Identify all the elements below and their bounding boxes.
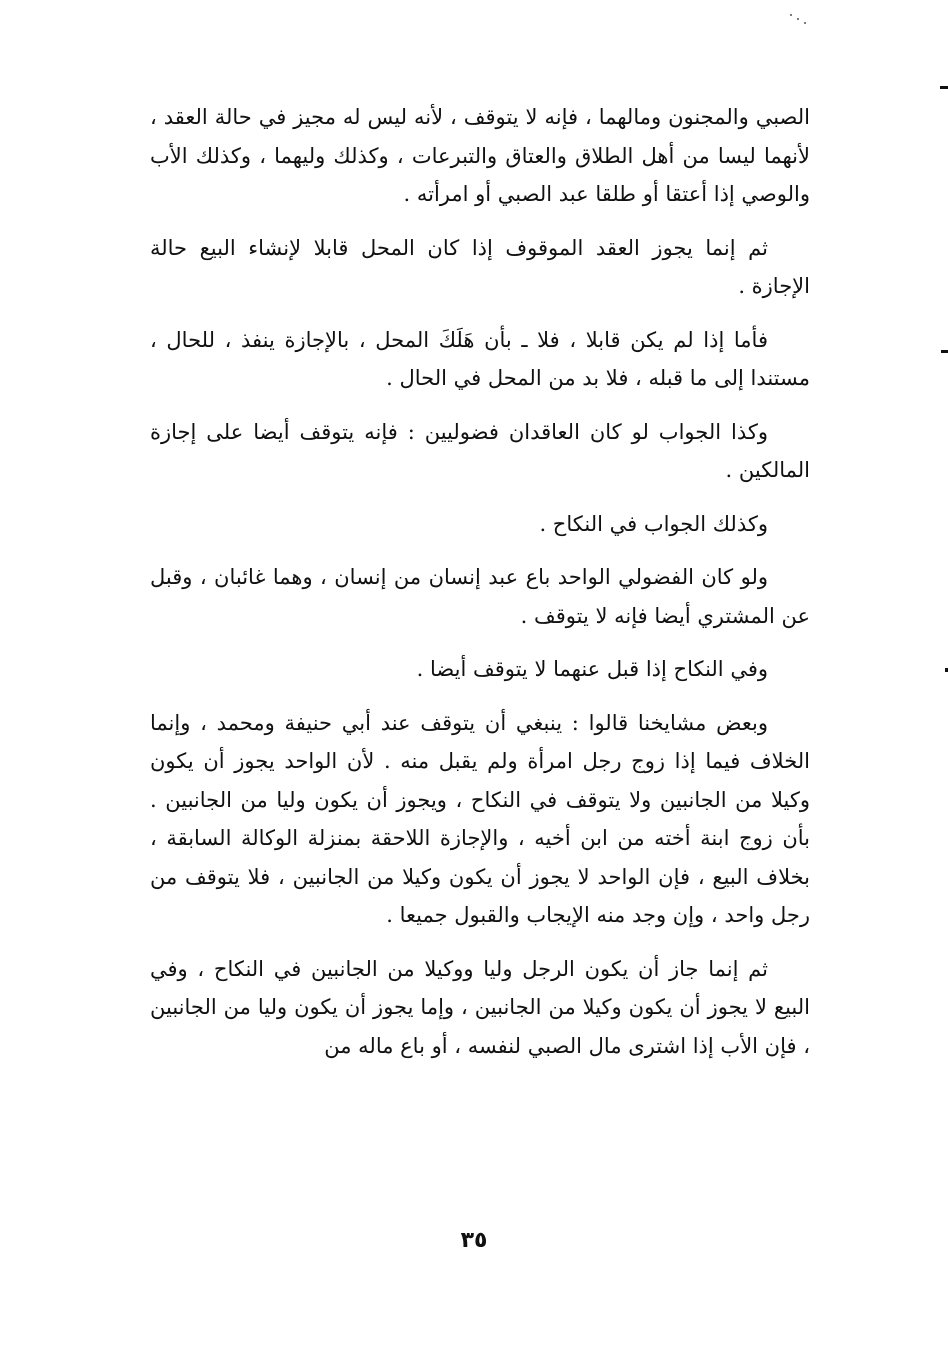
paragraph-3: فأما إذا لم يكن قابلا ، فلا ـ بأن هَلَكَ المحل ، بالإجازة ينفذ ، للحال ، مستندا إلى ما قبله ، فلا بد من المحل في الحال . [150, 327, 810, 390]
main-text [150, 98, 810, 1080]
page-number: ٣٥ [460, 1228, 488, 1253]
paragraph-8: وبعض مشايخنا قالوا : ينبغي أن يتوقف عند أبي حنيفة ومحمد ، وإنما الخلاف فيما إذا زوج رجل امرأة ولم يقبل منه . لأن الواحد يجوز أن يكون وكيلا من الجانبين ولا يتوقف في النكاح ، ويجوز أن يكون وليا من الجانبين . بأن زوج ابنة أخته من ابن أخيه ، والإجازة اللاحقة بمنزلة الوكالة السابقة ، بخلاف البيع ، فإن الواحد لا يجوز أن يكون وكيلا من الجانبين ، فلا يتوقف من رجل واحد ، وإن وجد منه الإيجاب والقبول جميعا . [150, 710, 810, 927]
scan-edge-mark [940, 86, 948, 89]
scan-edge-mark [941, 350, 948, 353]
scan-speck [804, 22, 806, 24]
paragraph-4: وكذا الجواب لو كان العاقدان فضوليين : فإنه يتوقف أيضا على إجازة المالكين . [150, 419, 810, 482]
scan-speck [797, 18, 799, 20]
paragraph-9: ثم إنما جاز أن يكون الرجل وليا ووكيلا من الجانبين في النكاح ، وفي البيع لا يجوز أن يكون وكيلا من الجانبين ، وإما يجوز أن يكون وليا من الجانبين ، فإن الأب إذا اشترى مال الصبي لنفسه ، أو باع ماله من [150, 956, 810, 1058]
paragraph-6: ولو كان الفضولي الواحد باع عبد إنسان من إنسان ، وهما غائبان ، وقبل عن المشتري أيضا فإنه لا يتوقف . [150, 565, 810, 628]
paragraph-1: الصبي والمجنون ومالهما ، فإنه لا يتوقف ، لأنه ليس له مجيز في حالة العقد ، لأنهما ليسا من أهل الطلاق والعتاق والتبرعات ، وكذلك وليهما ، وكذلك الأب والوصي إذا أعتقا أو طلقا عبد الصبي أو امرأته . [150, 105, 810, 206]
paragraph-5: وكذلك الجواب في النكاح . [539, 511, 768, 536]
scan-speck [790, 14, 792, 16]
paragraph-2: ثم إنما يجوز العقد الموقوف إذا كان المحل قابلا لإنشاء البيع حالة الإجازة . [150, 235, 810, 298]
paragraph-7: وفي النكاح إذا قبل عنهما لا يتوقف أيضا . [416, 657, 768, 681]
